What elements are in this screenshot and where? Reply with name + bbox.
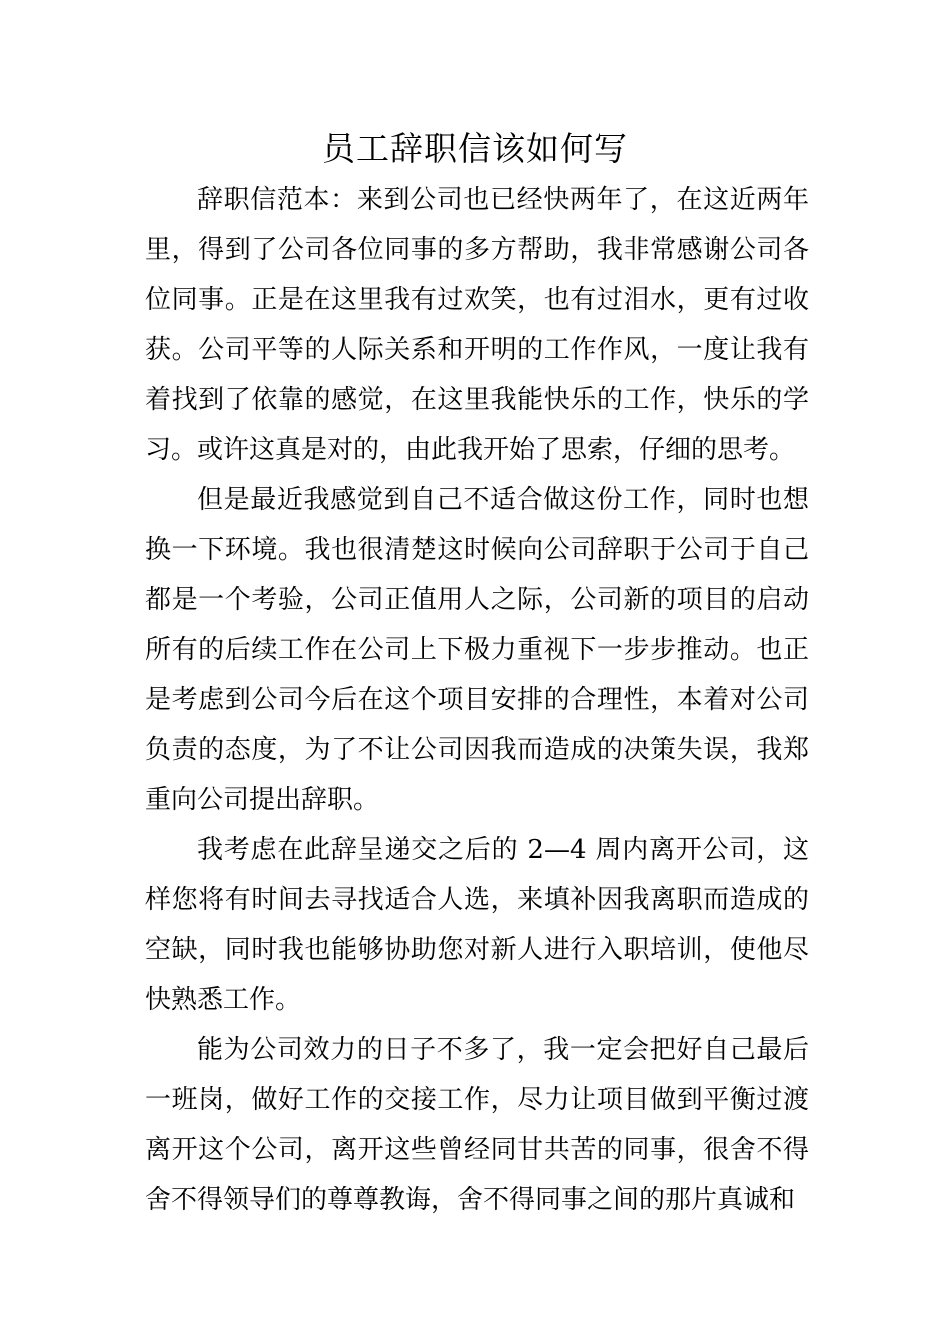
paragraph-4: 能为公司效力的日子不多了，我一定会把好自己最后一班岗，做好工作的交接工作，尽力让项目做到平衡过渡离开这个公司，离开这些曾经同甘共苦的同事，很舍不得舍不得领导们的尊尊教诲，舍不得同事之间的那片真诚和 (145, 1035, 809, 1215)
paragraph-2: 但是最近我感觉到自己不适合做这份工作，同时也想换一下环境。我也很清楚这时候向公司辞职于公司于自己都是一个考验，公司正值用人之际，公司新的项目的启动所有的后续工作在公司上下极力重视下一步步推动。也正是考虑到公司今后在这个项目安排的合理性，本着对公司负责的态度，为了不让公司因我而造成的决策失误，我郑重向公司提出辞职。 (145, 485, 809, 815)
document-title: 员工辞职信该如何写 (322, 129, 628, 168)
document-body (145, 175, 809, 1225)
paragraph-3: 我考虑在此辞呈递交之后的 2—4 周内离开公司，这样您将有时间去寻找适合人选，来填补因我离职而造成的空缺，同时我也能够协助您对新人进行入职培训，使他尽快熟悉工作。 (145, 835, 809, 1015)
paragraph-1: 辞职信范本：来到公司也已经快两年了，在这近两年里，得到了公司各位同事的多方帮助，我非常感谢公司各位同事。正是在这里我有过欢笑，也有过泪水，更有过收获。公司平等的人际关系和开明的工作作风，一度让我有着找到了依靠的感觉，在这里我能快乐的工作，快乐的学习。或许这真是对的，由此我开始了思索，仔细的思考。 (145, 185, 809, 465)
